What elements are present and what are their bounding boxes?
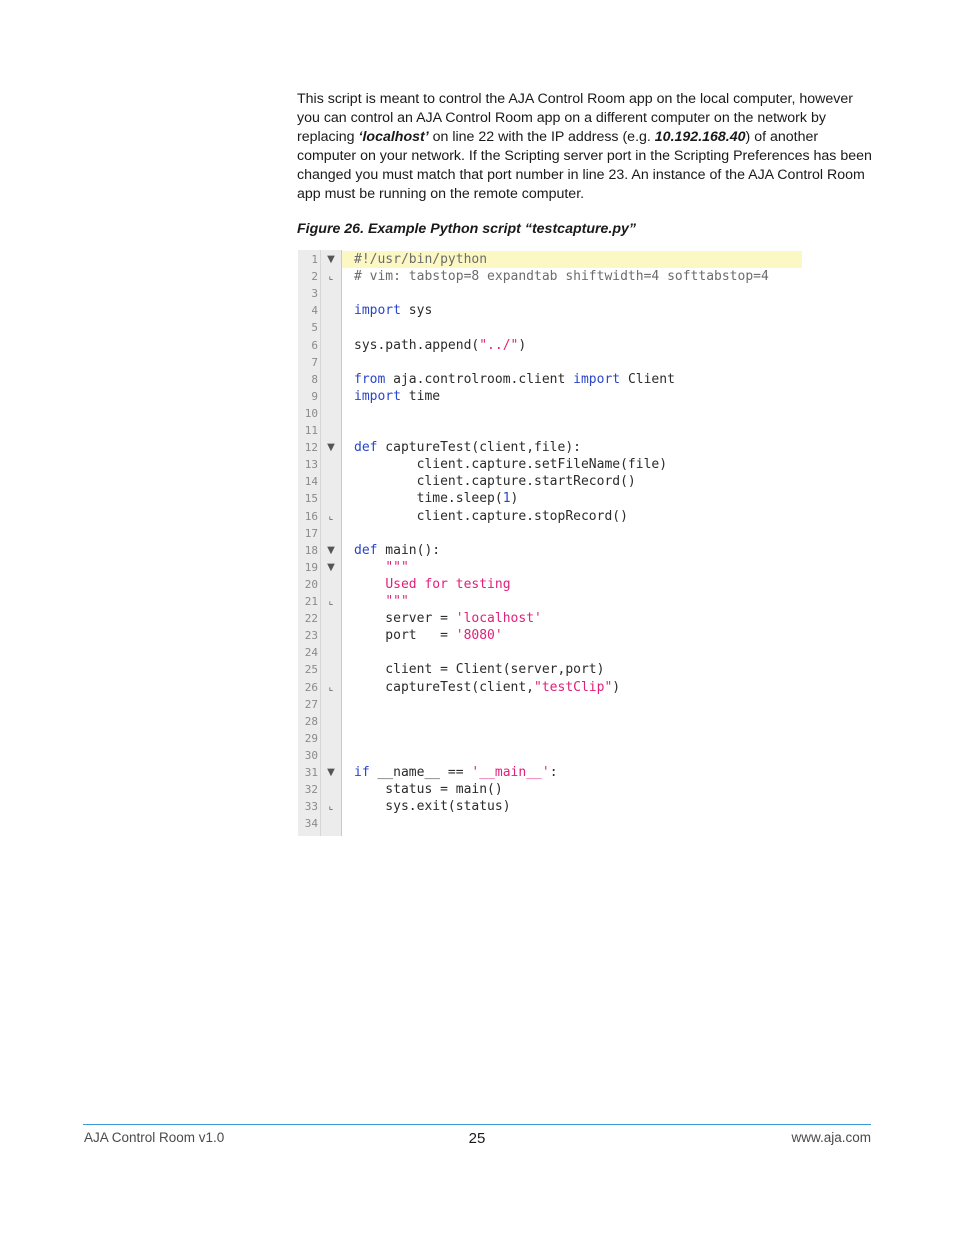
figure-caption: Figure 26. Example Python script “testcapture.py” xyxy=(297,221,637,237)
keyword-token: import xyxy=(354,388,401,404)
intro-text-3: ) of another computer on your network. If the Scripting server port in the Scripting Preferences has been changed you must match that port number in line 23. An instance of the AJA Control Room app must be running on the remote computer. xyxy=(297,129,872,202)
code-token: ) xyxy=(518,337,527,353)
page-number: 25 xyxy=(468,1130,486,1147)
footer-product: AJA Control Room v1.0 xyxy=(84,1130,225,1145)
code-line xyxy=(298,696,802,713)
code-text xyxy=(354,542,440,559)
keyword-token: from xyxy=(354,371,386,387)
line-number: 26 xyxy=(304,680,318,694)
code-token: client.capture.startRecord() xyxy=(354,474,636,490)
fold-toggle-icon[interactable]: ▼ xyxy=(327,544,335,556)
comment-token: #!/usr/bin/python xyxy=(354,252,488,267)
code-line xyxy=(298,593,802,610)
code-text xyxy=(354,679,620,696)
code-line xyxy=(298,525,802,542)
code-text xyxy=(354,764,558,781)
code-token: Client xyxy=(620,371,675,387)
code-token xyxy=(354,577,385,592)
fold-end-icon: ⌞ xyxy=(328,271,334,283)
code-line xyxy=(298,679,802,696)
code-line xyxy=(298,319,802,336)
line-number: 1 xyxy=(311,253,318,266)
code-token: captureTest(client, xyxy=(354,679,535,695)
fold-end-icon: ⌞ xyxy=(328,510,334,522)
line-number: 7 xyxy=(311,355,318,369)
code-line xyxy=(298,473,802,490)
line-number: 30 xyxy=(304,748,318,762)
code-text xyxy=(354,593,409,610)
code-line xyxy=(298,354,802,371)
code-text xyxy=(354,576,511,593)
line-number: 5 xyxy=(311,321,318,335)
line-number: 4 xyxy=(311,304,318,318)
line-number: 9 xyxy=(311,389,318,403)
code-token: ) xyxy=(510,491,519,507)
line-number: 34 xyxy=(304,817,318,831)
intro-bold-localhost: ‘localhost’ xyxy=(358,129,429,145)
string-token: "testClip" xyxy=(534,679,613,695)
code-token xyxy=(354,560,385,575)
code-text xyxy=(354,490,518,507)
fold-toggle-icon[interactable]: ▼ xyxy=(327,767,335,778)
code-line xyxy=(298,388,802,405)
string-token: "../" xyxy=(479,337,519,353)
code-token: server = xyxy=(354,611,456,627)
footer-website: www.aja.com xyxy=(791,1130,871,1145)
line-number: 2 xyxy=(311,270,318,284)
line-number: 28 xyxy=(304,714,318,728)
code-text xyxy=(354,268,769,285)
line-number: 16 xyxy=(304,509,318,523)
string-token: Used for testing xyxy=(385,576,511,592)
code-line xyxy=(298,302,802,319)
keyword-token: import xyxy=(354,303,401,319)
line-number: 11 xyxy=(304,424,318,437)
code-token: client = Client(server,port) xyxy=(354,662,605,678)
code-text xyxy=(354,661,604,678)
fold-toggle-icon[interactable]: ▼ xyxy=(327,561,335,573)
code-editor xyxy=(298,250,802,836)
code-line xyxy=(298,439,802,456)
keyword-token: def xyxy=(354,440,378,456)
comment-token: # vim: tabstop=8 expandtab shiftwidth=4 softtabstop=4 xyxy=(354,269,769,285)
code-token xyxy=(354,594,385,609)
code-line xyxy=(298,285,802,302)
code-line xyxy=(298,815,802,832)
code-line xyxy=(298,747,802,764)
code-line xyxy=(298,764,802,781)
code-line xyxy=(298,456,802,473)
code-token: : xyxy=(549,765,558,780)
code-text xyxy=(354,627,503,644)
line-number: 22 xyxy=(304,612,318,626)
fold-toggle-icon[interactable]: ▼ xyxy=(327,442,335,454)
code-token: sys.path.append( xyxy=(354,337,480,353)
line-number: 17 xyxy=(304,526,318,540)
line-number: 31 xyxy=(304,766,318,779)
code-text xyxy=(354,371,675,388)
code-line xyxy=(298,713,802,730)
intro-text-2: on line 22 with the IP address (e.g. xyxy=(428,129,655,145)
code-text xyxy=(354,251,487,268)
line-number: 13 xyxy=(304,458,318,472)
code-text xyxy=(354,798,511,815)
code-text xyxy=(354,439,581,456)
code-text xyxy=(354,508,628,525)
code-line xyxy=(298,490,802,507)
line-number: 27 xyxy=(304,697,318,711)
code-line xyxy=(298,661,802,678)
line-number: 15 xyxy=(304,492,318,506)
code-line xyxy=(298,268,802,285)
code-line xyxy=(298,405,802,422)
code-line xyxy=(298,576,802,593)
code-line xyxy=(298,610,802,627)
code-line xyxy=(298,542,802,559)
string-token: 'localhost' xyxy=(455,611,542,627)
code-token: main(): xyxy=(377,542,441,558)
code-line xyxy=(298,371,802,388)
line-number: 20 xyxy=(304,577,318,591)
code-token: ) xyxy=(612,679,621,695)
code-text xyxy=(354,388,440,405)
code-text xyxy=(354,302,432,319)
code-text xyxy=(354,559,409,576)
number-token: 1 xyxy=(502,491,511,507)
intro-text-1: This script is meant to control the AJA Control Room app on the local computer, however you can control an AJA Control Room app on a different computer on the network by replacing xyxy=(297,91,853,145)
code-line xyxy=(298,422,802,439)
keyword-token: def xyxy=(354,542,378,558)
code-text xyxy=(354,337,526,354)
line-number: 24 xyxy=(304,646,318,660)
code-token: sys.exit(status) xyxy=(354,799,511,815)
code-line xyxy=(298,251,802,268)
keyword-token: import xyxy=(573,371,621,387)
code-line xyxy=(298,559,802,576)
code-text xyxy=(354,456,667,473)
line-number: 19 xyxy=(304,560,318,574)
line-number: 25 xyxy=(304,663,318,677)
line-number: 6 xyxy=(311,338,318,352)
line-number: 33 xyxy=(304,800,318,814)
footer-rule xyxy=(83,1124,871,1125)
code-line xyxy=(298,627,802,644)
line-number: 12 xyxy=(304,441,318,455)
code-text xyxy=(354,781,503,798)
line-number: 18 xyxy=(304,543,318,557)
code-token: client.capture.stopRecord() xyxy=(354,508,628,524)
code-line xyxy=(298,781,802,798)
code-token: aja.controlroom.client xyxy=(385,371,574,387)
code-line xyxy=(298,337,802,354)
code-token: captureTest(client,file): xyxy=(377,440,581,456)
code-line xyxy=(298,644,802,661)
fold-toggle-icon[interactable]: ▼ xyxy=(327,254,335,265)
line-number: 32 xyxy=(304,783,318,797)
line-number: 3 xyxy=(311,287,318,301)
fold-end-icon: ⌞ xyxy=(328,801,334,813)
line-number: 10 xyxy=(304,406,318,420)
code-token: sys xyxy=(400,303,433,319)
string-token: """ xyxy=(385,559,409,575)
code-text xyxy=(354,610,542,627)
line-number: 8 xyxy=(311,372,318,386)
intro-bold-ip: 10.192.168.40 xyxy=(654,129,746,145)
code-token: time xyxy=(400,388,441,404)
line-number: 29 xyxy=(304,731,318,745)
code-token: port = xyxy=(354,628,456,644)
line-number: 23 xyxy=(304,629,318,643)
string-token: """ xyxy=(385,594,409,609)
code-token: status = main() xyxy=(354,782,503,798)
string-token: '__main__' xyxy=(471,765,550,780)
line-number: 21 xyxy=(304,595,318,608)
code-line xyxy=(298,508,802,525)
code-token: client.capture.setFileName(file) xyxy=(354,457,668,473)
code-line xyxy=(298,730,802,747)
code-token: __name__ == xyxy=(369,765,472,780)
line-number: 14 xyxy=(304,475,318,489)
code-token: time.sleep( xyxy=(354,491,503,507)
fold-end-icon: ⌞ xyxy=(328,596,334,607)
fold-end-icon: ⌞ xyxy=(328,681,334,693)
code-text xyxy=(354,473,636,490)
intro-paragraph xyxy=(297,90,877,204)
code-line xyxy=(298,798,802,815)
keyword-token: if xyxy=(354,765,370,780)
string-token: '8080' xyxy=(455,628,503,644)
